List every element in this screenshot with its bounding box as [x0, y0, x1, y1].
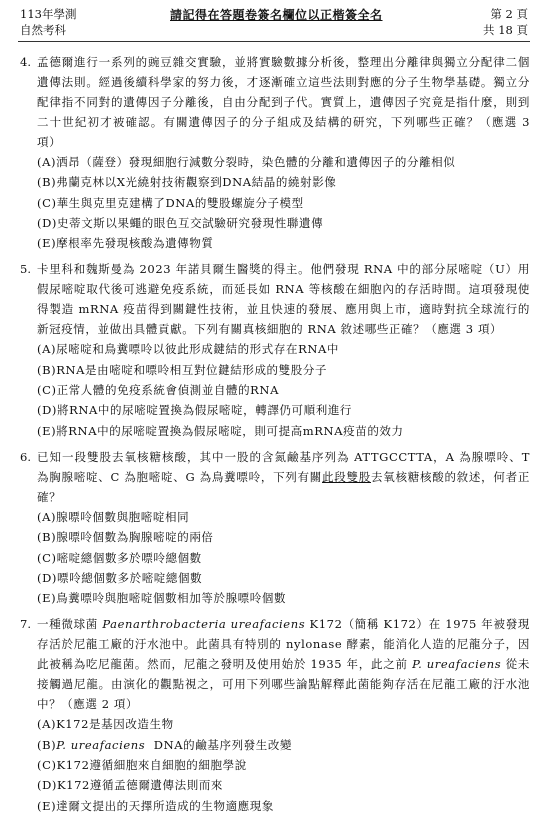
- exam-year: 113年學測: [20, 7, 77, 21]
- option-a: (A)腺嘌呤個數與胞嘧啶相同: [37, 509, 190, 524]
- question-7: [16, 614, 530, 815]
- page-header: [20, 6, 528, 40]
- question-4: [16, 52, 530, 253]
- option-a: (A)洒昂（薩登）發現細胞行減數分裂時，染色體的分離和遺傳因子的分離相似: [37, 155, 456, 169]
- stem-underlined-text: 此段雙股: [322, 469, 371, 484]
- option-c: (C)華生與克里克建構了DNA的雙股螺旋分子模型: [37, 195, 304, 210]
- question-stem: [37, 447, 530, 507]
- option-a: (A)K172是基因改造生物: [37, 717, 174, 732]
- option-b: (B)腺嘌呤個數為胸腺嘧啶的兩倍: [37, 530, 214, 545]
- option-label: (B): [37, 737, 57, 752]
- signature-notice: 請記得在答題卷簽名欄位以正楷簽全名: [170, 8, 383, 22]
- exam-subject: 自然考科: [20, 23, 66, 37]
- stem-text: 已知一段雙股去氧核糖核酸，其中一股的含氮鹼基序列為 ATTGCCTTA，A 為腺嘌呤、T 為胸腺嘧啶、C 為胞嘧啶、G 為鳥糞嘌呤，下列有關: [37, 449, 530, 484]
- species-name-short: P. ureafaciens: [412, 657, 502, 672]
- species-name-short: P. ureafaciens: [56, 737, 146, 752]
- option-d: (D)史蒂文斯以果蠅的眼色互交試驗研究發現性聯遺傳: [37, 215, 324, 230]
- option-c: (C)正常人體的免疫系統會偵測並自體的RNA: [37, 383, 279, 398]
- question-6: [16, 447, 530, 608]
- option-c: (C)嘧啶總個數多於嘌呤總個數: [37, 550, 202, 565]
- stem-text: 從未接觸過尼龍。由演化的觀點視之，可用下列哪些論點解釋此菌能夠存活在尼龍工廠的汙水池中？（應選 2 項）: [37, 657, 530, 712]
- option-e: (E)鳥糞嘌呤與胞嘧啶個數相加等於腺嘌呤個數: [37, 591, 287, 606]
- option-b: (B)弗蘭克林以X光繞射技術觀察到DNA結晶的繞射影像: [37, 175, 337, 190]
- option-list: [37, 152, 530, 253]
- option-e: (E)達爾文提出的天擇所造成的生物適應現象: [37, 798, 274, 813]
- option-d: (D)嘌呤總個數多於嘧啶總個數: [37, 570, 203, 585]
- stem-text: 去氧核糖核酸的敘述，何者正確？: [37, 469, 530, 504]
- question-stem: 孟德爾進行一系列的豌豆雜交實驗，並將實驗數據分析後，整理出分離律與獨立分配律二個遺傳法則。經過後續科學家的努力後，才逐漸確立這些法則對應的分子生物學基礎。獨立分配律指不同對的遺傳因子分離後，自由分配到子代。實質上，遺傳因子究竟是指什麼，則到二十世紀初才被確認。有關遺傳因子的分子組成及結構的研究，下列哪些正確？（應選 3 項）: [37, 55, 530, 149]
- stem-text: K172（簡稱 K172）在 1975 年被發現存活於尼龍工廠的汙水池中。此菌具有特別的 nylonase 酵素，能消化人造的尼龍分子，因此被稱為吃尼龍菌。然而，尼龍之發明及使用始於 1935 年，此之前: [37, 617, 530, 672]
- option-e: (E)摩根率先發現核酸為遺傳物質: [37, 236, 214, 251]
- exam-info: [20, 6, 76, 38]
- page-number: 第 2 頁: [490, 7, 528, 21]
- option-b: [37, 735, 530, 755]
- option-list: [37, 714, 530, 815]
- option-c: (C)K172遵循細胞來自細胞的細胞學說: [37, 758, 247, 773]
- stem-text: 一種微球菌: [37, 617, 103, 632]
- option-list: [37, 507, 530, 608]
- question-number: 6.: [20, 449, 31, 464]
- question-number: 4.: [20, 55, 31, 69]
- question-list: [16, 52, 530, 822]
- question-stem: 卡里科和魏斯曼為 2023 年諾貝爾生醫獎的得主。他們發現 RNA 中的部分尿嘧啶（U）用假尿嘧啶取代後可逃避免疫系統，而延長如 RNA 等核酸在細胞內的存活時間。這項發現使得製造 mRNA 疫苗得到關鍵性技術，並且快速的發展、應用與上市，適時對抗全球流行的新冠疫情，並做出具體貢獻。下列有關真核細胞的 RNA 敘述哪些正確？（應選 3 項）: [37, 262, 530, 337]
- question-stem: [37, 614, 530, 714]
- species-name: Paenarthrobacteria ureafaciens: [102, 617, 306, 632]
- question-5: [16, 259, 530, 440]
- option-d: (D)K172遵循孟德爾遺傳法則而來: [37, 778, 224, 793]
- option-list: [37, 339, 530, 440]
- question-number: 7.: [20, 617, 31, 632]
- option-text: DNA的鹼基序列發生改變: [145, 737, 293, 752]
- option-d: (D)將RNA中的尿嘧啶置換為假尿嘧啶，轉譯仍可順利進行: [37, 403, 353, 418]
- page-info: [483, 6, 528, 38]
- header-divider: [18, 41, 530, 42]
- page-total: 共 18 頁: [483, 23, 528, 37]
- question-number: 5.: [20, 262, 31, 277]
- option-a: (A)尿嘧啶和鳥糞嘌呤以彼此形成鍵結的形式存在RNA中: [37, 342, 340, 357]
- option-e: (E)將RNA中的尿嘧啶置換為假尿嘧啶，則可提高mRNA疫苗的效力: [37, 423, 404, 438]
- option-b: (B)RNA是由嘧啶和嘌呤相互對位鍵結形成的雙股分子: [37, 362, 328, 377]
